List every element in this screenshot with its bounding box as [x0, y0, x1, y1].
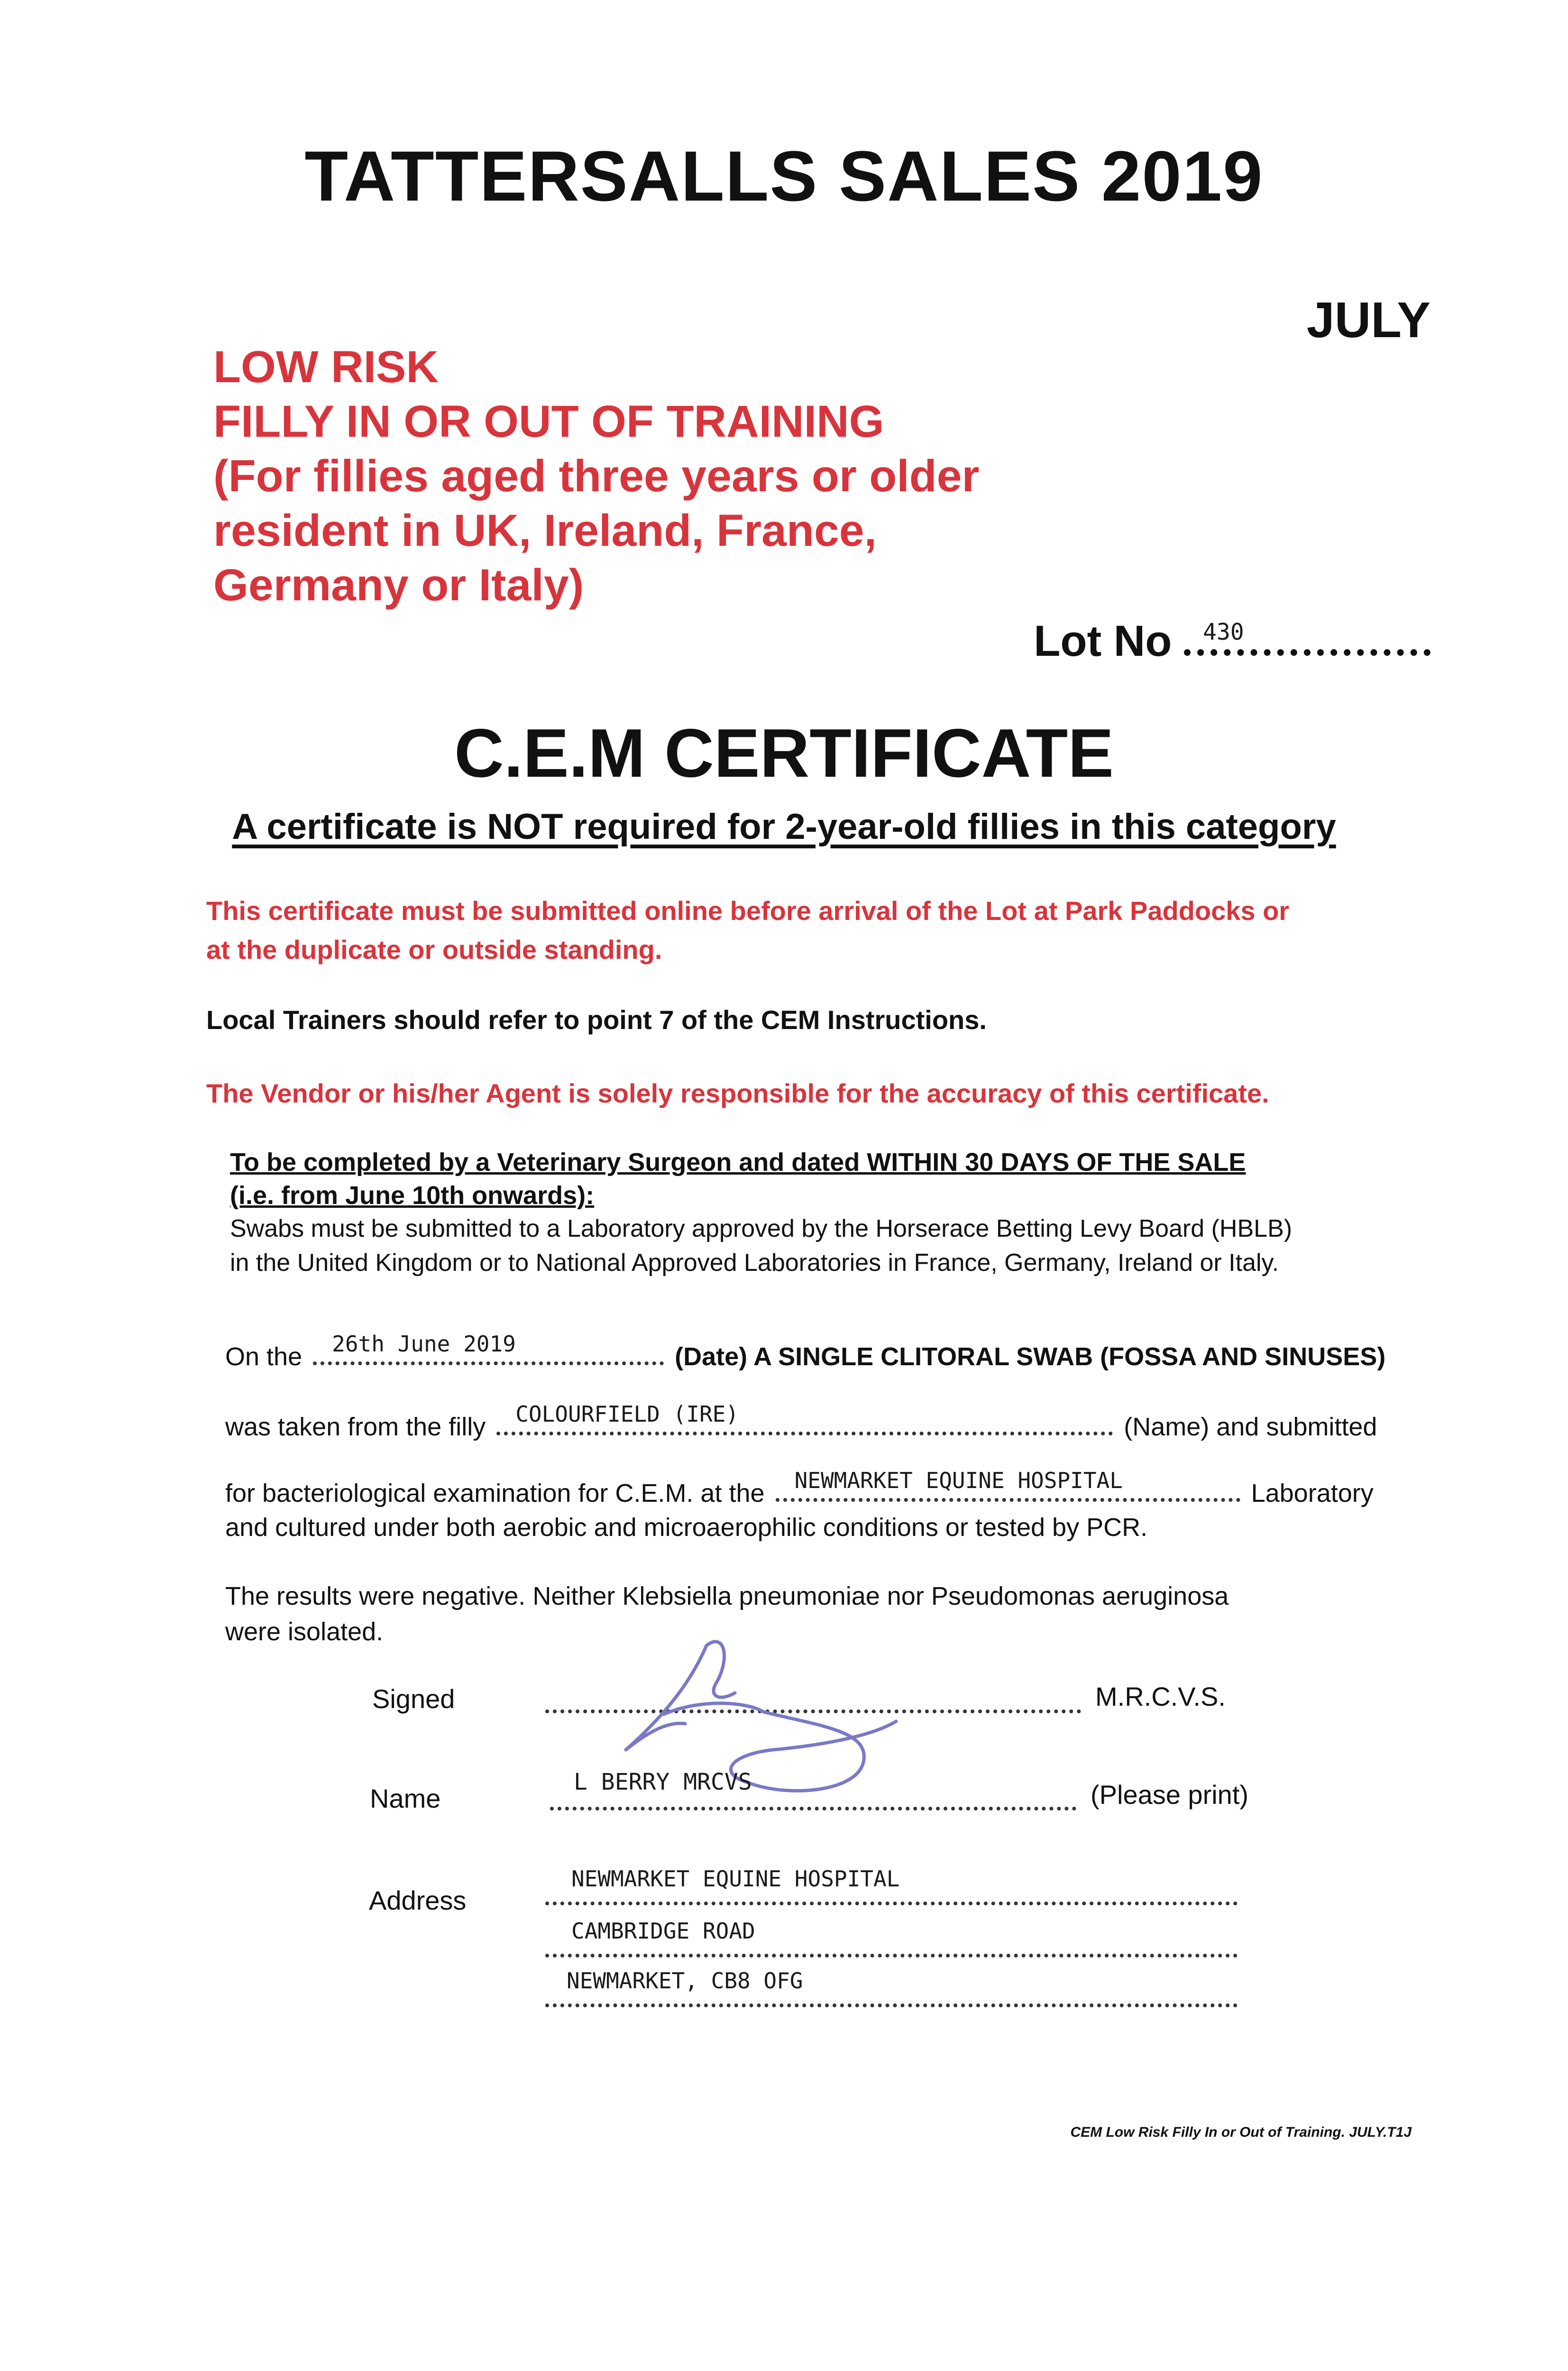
lot-number-field[interactable] [1184, 621, 1430, 656]
on-the-label: On the [225, 1342, 303, 1371]
address-line-3-field[interactable] [545, 1999, 1238, 2007]
address-line-1-field[interactable] [545, 1897, 1238, 1905]
laboratory-value: NEWMARKET EQUINE HOSPITAL [794, 1468, 1123, 1493]
laboratory-suffix: Laboratory [1251, 1479, 1374, 1507]
date-field[interactable] [313, 1331, 664, 1365]
signed-label: Signed [372, 1684, 455, 1714]
footer-code: CEM Low Risk Filly In or Out of Training. JULY.T1J [1070, 2124, 1412, 2140]
cultured-line: and cultured under both aerobic and microaerophilic conditions or tested by PCR. [225, 1513, 1148, 1542]
lot-label: Lot No [1034, 617, 1172, 665]
please-print-label: (Please print) [1091, 1780, 1249, 1810]
sale-month: JULY [1306, 292, 1430, 348]
swab-instruction-line-1: Swabs must be submitted to a Laboratory approved by the Horserace Betting Levy Board (HBLB) [230, 1215, 1293, 1242]
swab-description: (Date) A SINGLE CLITORAL SWAB (FOSSA AND SINUSES) [675, 1342, 1386, 1371]
vendor-responsibility-note: The Vendor or his/her Agent is solely responsible for the accuracy of this certificate. [206, 1078, 1269, 1108]
laboratory-row [225, 1468, 1374, 1508]
exam-prefix-label: for bacteriological examination for C.E.M. at the [225, 1479, 765, 1507]
category-line-2: FILLY IN OR OUT OF TRAINING [213, 396, 884, 447]
name-submitted-label: (Name) and submitted [1124, 1413, 1377, 1441]
category-line-1: LOW RISK [213, 342, 439, 392]
results-line-1: The results were negative. Neither Klebsiella pneumoniae nor Pseudomonas aeruginosa [225, 1582, 1229, 1610]
address-line-2-field[interactable] [545, 1949, 1238, 1957]
lot-number-value: 430 [1203, 619, 1244, 645]
submission-note-line-1: This certificate must be submitted online before arrival of the Lot at Park Paddocks or [206, 896, 1290, 926]
submission-note-line-2: at the duplicate or outside standing. [206, 935, 662, 965]
address-line-2-value: CAMBRIDGE ROAD [571, 1918, 755, 1944]
address-line-3-value: NEWMARKET, CB8 OFG [567, 1968, 803, 1994]
date-row [225, 1331, 1386, 1371]
results-line-2: were isolated. [225, 1617, 384, 1646]
name-label: Name [370, 1783, 441, 1813]
category-line-5: Germany or Italy) [213, 560, 584, 610]
vet-name-field[interactable] [550, 1802, 1076, 1810]
laboratory-field[interactable] [776, 1468, 1240, 1502]
category-line-3: (For fillies aged three years or older [213, 451, 980, 501]
certificate-title: C.E.M CERTIFICATE [454, 715, 1114, 791]
filly-name-field[interactable] [496, 1401, 1113, 1435]
document-title: TATTERSALLS SALES 2019 [304, 136, 1264, 216]
date-value: 26th June 2019 [332, 1331, 516, 1357]
category-line-4: resident in UK, Ireland, France, [213, 505, 877, 556]
not-required-notice: A certificate is NOT required for 2-year-old fillies in this category [232, 807, 1336, 847]
lot-number-row [1034, 616, 1430, 666]
address-line-1-value: NEWMARKET EQUINE HOSPITAL [571, 1866, 900, 1892]
mrcvs-label: M.R.C.V.S. [1095, 1682, 1226, 1711]
vet-instruction-heading: To be completed by a Veterinary Surgeon and dated WITHIN 30 DAYS OF THE SALE [230, 1148, 1246, 1176]
taken-from-label: was taken from the filly [225, 1413, 486, 1441]
vet-name-value: L BERRY MRCVS [574, 1769, 752, 1795]
vet-instruction-date-range: (i.e. from June 10th onwards): [230, 1181, 595, 1210]
address-label: Address [369, 1885, 467, 1915]
local-trainers-note: Local Trainers should refer to point 7 of the CEM Instructions. [206, 1005, 987, 1035]
filly-name-value: COLOURFIELD (IRE) [515, 1401, 739, 1427]
swab-instruction-line-2: in the United Kingdom or to National Approved Laboratories in France, Germany, Ireland or Italy. [230, 1249, 1279, 1277]
filly-row [225, 1401, 1377, 1442]
